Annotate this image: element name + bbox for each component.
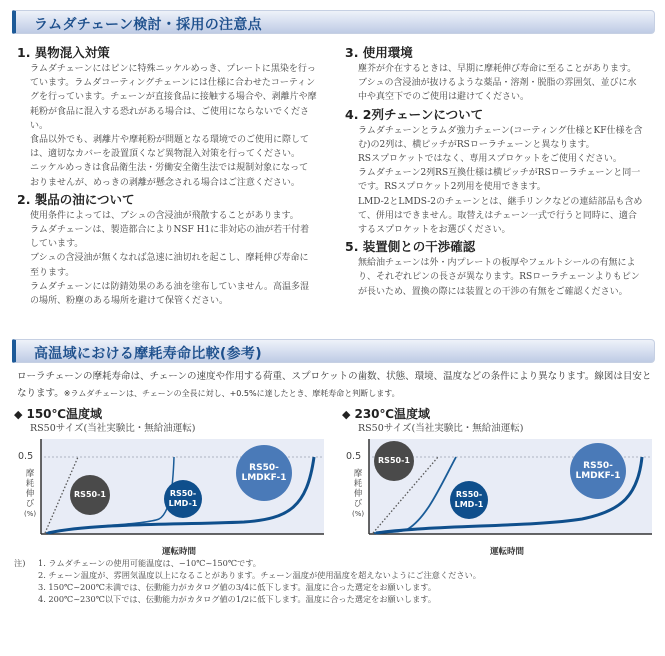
x-axis-label: 運転時間	[162, 547, 197, 557]
legend-bubble-rs50-1	[374, 441, 414, 481]
bubble-label: LMDKF-1	[241, 473, 287, 483]
paragraph: ブシュの含浸油が抜けるような薬品・溶剤・脱脂の雰囲気、並びに水中や真空下でのご使用は避けてください。	[358, 78, 637, 103]
bubble-label: RS50-1	[378, 456, 410, 465]
bubble-label: LMD-1	[168, 499, 198, 508]
y-axis-label	[352, 469, 364, 519]
note-item: 3. 150℃~200℃未満では、伝動能力がカタログ値の3/4に低下します。温度に合った選定をお願いします。	[38, 582, 437, 592]
ylabel-char: び	[353, 499, 363, 509]
paragraph: LMD-2とLMDS-2のチェーンとは、継手リンクなどの連結部品も含めて、併用はできません。取替えはチェーン一式で行うと同時に、適合するスプロケットをお選びください。	[358, 196, 643, 236]
chart-plot	[14, 437, 324, 555]
ylabel-char: 伸	[353, 489, 363, 499]
item-title-interference: 5. 装置側との干渉確認	[345, 239, 476, 255]
ylabel-char: び	[25, 499, 35, 509]
paragraph: ブシュの含浸油が無くなれば急速に油切れを起こし、摩耗伸び寿命に至ります。	[30, 253, 309, 278]
ylabel-char: 耗	[353, 479, 363, 489]
section-title: 高温域における摩耗寿命比較(参考)	[34, 346, 262, 362]
bubble-label: LMD-1	[454, 500, 484, 509]
chart-150c	[14, 405, 324, 555]
bubble-label: RS50-	[455, 490, 483, 499]
legend-bubble-rs50-1	[70, 475, 110, 515]
legend-bubble-rs50-lmd-1	[164, 480, 202, 518]
notes-list	[38, 557, 648, 605]
paragraph: 使用条件によっては、ブシュの含浸油が飛散することがあります。	[30, 210, 299, 221]
ytick-0.5: 0.5	[18, 451, 34, 462]
ytick-0.5: 0.5	[346, 451, 362, 462]
chart-plot	[342, 437, 652, 555]
item-body-oil	[17, 209, 317, 308]
bubble-label: LMDKF-1	[575, 471, 621, 481]
ylabel-char: 伸	[25, 489, 35, 499]
diamond-icon: ◆	[342, 408, 351, 421]
item-body-environment	[345, 62, 645, 105]
section-header-wear-life	[12, 339, 655, 363]
paragraph: ラムダチェーンとラムダ強力チェーン(コーティング仕様とKF仕様を含む)の2列は、横ピッチがRSローラチェーンと異なります。	[358, 125, 643, 150]
notes-lead: 注)	[14, 558, 26, 568]
cautions-right-column	[345, 45, 645, 301]
ylabel-char: (%)	[24, 510, 37, 518]
bubble-label: RS50-	[249, 463, 279, 473]
legend-bubble-rs50-lmdkf-1	[236, 445, 292, 501]
paragraph: ラムダチェーンにはピンに特殊ニッケルめっき、プレートに黒染を行っています。ラムダコーティングチェーンには仕様に合わせたコーティングを行っています。チェーンが直接食品に接触する場合や、剥離片や摩耗粉が食品に混入する恐れがある場合は、ご使用にならないでください。	[30, 64, 317, 131]
item-title-environment: 3. 使用環境	[345, 45, 413, 60]
section-title: ラムダチェーン検討・採用の注意点	[34, 17, 262, 33]
item-title-oil: 2. 製品の油について	[17, 191, 135, 207]
note-item: 1. ラムダチェーンの使用可能温度は、−10℃~150℃です。	[38, 558, 261, 568]
item-body-double-strand	[345, 124, 645, 238]
note-item: 2. チェーン温度が、雰囲気温度以上になることがあります。チェーン温度が使用温度を超えないようにご注意ください。	[38, 570, 481, 580]
ylabel-char: 耗	[25, 479, 35, 489]
y-axis-label	[24, 469, 36, 519]
intro-note: ※ラムダチェーンは、チェーンの全長に対し、+0.5%に達したとき、摩耗寿命と判断します。	[63, 389, 400, 398]
paragraph: ラムダチェーンは、製造都合によりNSF H1に非対応の油が若干付着しています。	[30, 225, 310, 250]
bubble-label: RS50-	[583, 461, 613, 471]
chart-230c	[342, 405, 652, 555]
legend-bubble-rs50-lmdkf-1	[570, 443, 626, 499]
diamond-icon: ◆	[14, 408, 23, 421]
paragraph: ニッケルめっきは食品衛生法・労働安全衛生法では規制対象になっておりませんが、めっきの剥離が懸念される場合はご注意ください。	[30, 163, 309, 188]
cautions-left-column	[17, 45, 317, 310]
legend-bubble-rs50-lmd-1	[450, 481, 488, 519]
ylabel-char: (%)	[352, 510, 365, 518]
item-body-interference	[345, 256, 645, 299]
x-axis-label: 運転時間	[490, 547, 525, 557]
intro-main: ローラチェーンの摩耗寿命は、チェーンの速度や作用する荷重、スプロケットの歯数、状態、環境、温度などの条件により異なります。線図は目安となります。	[17, 371, 652, 399]
paragraph: 食品以外でも、剥離片や摩耗粉が問題となる環境でのご使用に際しては、適切なカバーを設置頂くなど異物混入対策を行ってください。	[30, 135, 310, 160]
note-item: 4. 200℃~230℃以下では、伝動能力がカタログ値の1/2に低下します。温度に合った選定をお願いします。	[38, 594, 437, 604]
item-title-foreign-matter: 1. 異物混入対策	[17, 45, 110, 60]
paragraph: 塵芥が介在するときは、早期に摩耗伸び寿命に至ることがあります。	[358, 64, 637, 74]
chart-title-text: 230℃温度域	[354, 407, 431, 421]
paragraph: 無給油チェーンは外・内プレートの板厚やフェルトシールの有無により、それぞれピンの長さが異なります。RSローラチェーンよりもピンが長いため、置換の際には装置との干渉の有無をご確認ください。	[358, 258, 640, 297]
paragraph: RSスプロケットではなく、専用スプロケットをご使用ください。	[358, 154, 622, 165]
chart-subtitle: RS50サイズ(当社実験比・無給油運転)	[358, 423, 524, 434]
intro-text	[17, 368, 657, 402]
bubble-label: RS50-	[169, 489, 197, 498]
ylabel-char: 摩	[353, 469, 363, 479]
paragraph: ラムダチェーンには防錆効果のある油を塗布していません。高温多湿の場所、粉塵のある場所を避けて保管ください。	[30, 281, 310, 307]
bubble-label: RS50-1	[74, 490, 106, 499]
paragraph: ラムダチェーン2列RS互換仕様は横ピッチがRSローラチェーンと同一です。RSスプロケット2列用を使用できます。	[358, 168, 641, 193]
chart-title-text: 150℃温度域	[26, 407, 103, 421]
section-header-cautions	[12, 10, 655, 34]
item-title-double-strand: 4. 2列チェーンについて	[345, 106, 484, 122]
chart-subtitle: RS50サイズ(当社実験比・無給油運転)	[30, 423, 196, 434]
item-body-foreign-matter	[17, 62, 317, 190]
ylabel-char: 摩	[25, 469, 35, 479]
